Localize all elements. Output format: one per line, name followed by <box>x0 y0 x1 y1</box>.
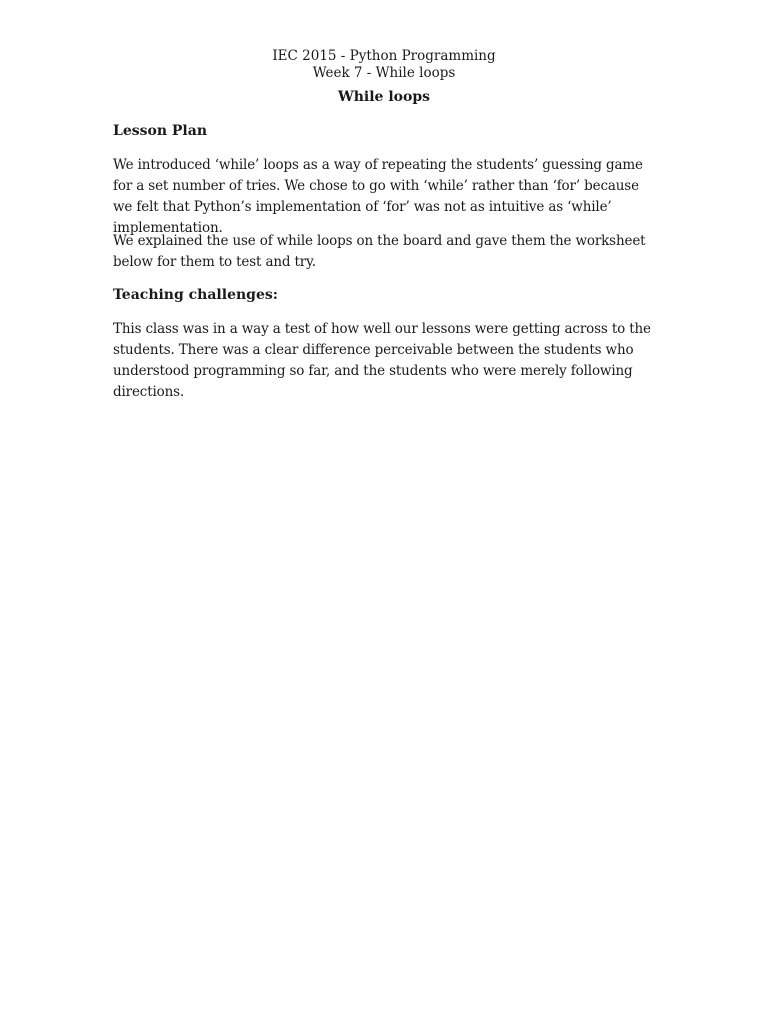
lesson-plan-paragraph-2: We explained the use of while loops on the board and gave them the worksheet below for them to test and try. <box>113 233 646 270</box>
week-subtitle: Week 7 - While loops <box>312 65 456 81</box>
course-title: IEC 2015 - Python Programming <box>272 48 496 64</box>
teaching-challenges-paragraph: This class was in a way a test of how well our lessons were getting across to the students. There was a clear difference perceivable between the students who understood programming so far, and the students who were merely following directions. <box>113 321 651 400</box>
teaching-challenges-heading: Teaching challenges: <box>113 287 278 303</box>
lesson-plan-paragraph-1: We introduced ‘while’ loops as a way of repeating the students’ guessing game for a set number of tries. We chose to go with ‘while’ rather than ‘for’ because we felt that Python’s implementation of ‘for’ was not as intuitive as ‘while’ implementation. <box>113 157 643 236</box>
lesson-plan-heading: Lesson Plan <box>113 123 208 139</box>
page-title: While loops <box>338 89 430 105</box>
